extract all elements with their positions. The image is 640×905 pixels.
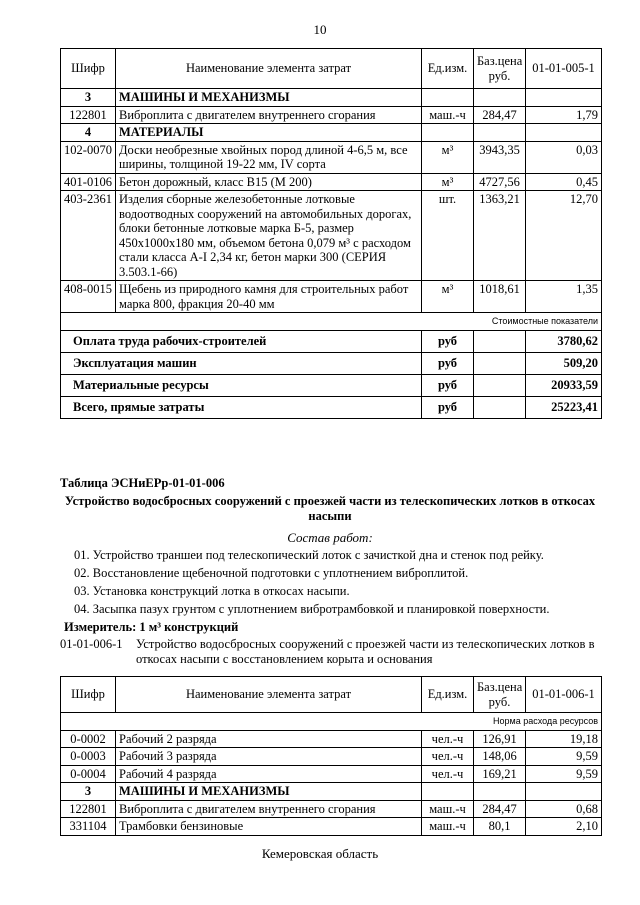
row-price: 284,47 [474, 106, 526, 124]
row-price: 169,21 [474, 765, 526, 783]
footer-region: Кемеровская область [261, 846, 379, 861]
work-step: 02. Восстановление щебеночной подготовки с уплотнением виброплитой. [74, 566, 469, 580]
total-unit: руб [422, 374, 474, 396]
total-label: Оплата труда рабочих-строителей [61, 330, 422, 352]
cost-caption: Стоимостные показатели [61, 313, 602, 331]
header-unit: Ед.изм. [422, 677, 474, 713]
row-price: 284,47 [474, 800, 526, 818]
row-value: 19,18 [526, 730, 602, 748]
row-code: 102-0070 [61, 141, 116, 173]
measure-unit: Измеритель: 1 м³ конструкций [64, 620, 239, 634]
page-number: 10 [313, 22, 327, 37]
row-price: 126,91 [474, 730, 526, 748]
row-value: 1,79 [526, 106, 602, 124]
table-row [61, 818, 602, 836]
row-price: 3943,35 [474, 141, 526, 173]
row-unit: шт. [422, 191, 474, 281]
section-number: 4 [61, 124, 116, 142]
table-row [61, 191, 602, 281]
total-unit: руб [422, 330, 474, 352]
section-number: 3 [61, 783, 116, 801]
total-value: 25223,41 [526, 396, 602, 418]
table-row [61, 730, 602, 748]
row-unit: м³ [422, 173, 474, 191]
header-norm: 01-01-006-1 [526, 677, 602, 713]
row-code: 401-0106 [61, 173, 116, 191]
row-unit: маш.-ч [422, 818, 474, 836]
resource-table-1 [60, 48, 602, 419]
work-composition-label: Состав работ: [287, 530, 373, 545]
rate-caption: Норма расхода ресурсов [61, 713, 602, 731]
row-name: Виброплита с двигателем внутреннего сгорания [116, 106, 422, 124]
row-value: 9,59 [526, 765, 602, 783]
table-row [61, 281, 602, 313]
table-header-row [61, 677, 602, 713]
total-label: Эксплуатация машин [61, 352, 422, 374]
row-code: 122801 [61, 800, 116, 818]
total-label: Материальные ресурсы [61, 374, 422, 396]
row-value: 0,03 [526, 141, 602, 173]
row-code: 408-0015 [61, 281, 116, 313]
row-value: 2,10 [526, 818, 602, 836]
table-header-row [61, 49, 602, 89]
norm-code: 01-01-006-1 [60, 637, 123, 651]
row-value: 1,35 [526, 281, 602, 313]
header-code: Шифр [61, 49, 116, 89]
row-unit: чел.-ч [422, 730, 474, 748]
header-price: Баз.цена руб. [474, 49, 526, 89]
table-row [61, 106, 602, 124]
header-unit: Ед.изм. [422, 49, 474, 89]
total-value: 20933,59 [526, 374, 602, 396]
row-price: 4727,56 [474, 173, 526, 191]
row-code: 403-2361 [61, 191, 116, 281]
row-name: Бетон дорожный, класс B15 (M 200) [116, 173, 422, 191]
row-unit: м³ [422, 281, 474, 313]
header-code: Шифр [61, 677, 116, 713]
row-value: 0,45 [526, 173, 602, 191]
table-title: Устройство водосбросных сооружений с проезжей части из телескопических лотков в откосах насыпи [64, 494, 596, 523]
row-code: 0-0004 [61, 765, 116, 783]
caption-row [61, 313, 602, 331]
row-code: 122801 [61, 106, 116, 124]
row-name: Трамбовки бензиновые [116, 818, 422, 836]
row-name: Изделия сборные железобетонные лотковые водоотводных сооружений на автомобильных дорогах, блоки бетонные лотковые марка Б-5, размер 450х1000х180 мм, объемом бетона 0,079 м³ с расходом стали класса A-I 2,34 кг, бетон марки 300 (СЕРИЯ 3.503.1-66) [116, 191, 422, 281]
section-title: МАШИНЫ И МЕХАНИЗМЫ [116, 783, 422, 801]
table-row [61, 141, 602, 173]
row-code: 0-0002 [61, 730, 116, 748]
table-row [61, 800, 602, 818]
resource-table-2 [60, 676, 602, 836]
total-unit: руб [422, 396, 474, 418]
total-row [61, 352, 602, 374]
row-unit: чел.-ч [422, 748, 474, 766]
row-name: Виброплита с двигателем внутреннего сгорания [116, 800, 422, 818]
section-row-materials [61, 124, 602, 142]
total-row [61, 374, 602, 396]
section-title: МАТЕРИАЛЫ [116, 124, 422, 142]
total-value: 3780,62 [526, 330, 602, 352]
row-price: 148,06 [474, 748, 526, 766]
row-price: 1363,21 [474, 191, 526, 281]
row-name: Доски необрезные хвойных пород длиной 4-6,5 м, все ширины, толщиной 19-22 мм, IV сорта [116, 141, 422, 173]
row-code: 331104 [61, 818, 116, 836]
table-row [61, 173, 602, 191]
row-value: 12,70 [526, 191, 602, 281]
section-row-machines [61, 783, 602, 801]
section-title: МАШИНЫ И МЕХАНИЗМЫ [116, 89, 422, 107]
row-name: Рабочий 3 разряда [116, 748, 422, 766]
caption-row [61, 713, 602, 731]
total-label: Всего, прямые затраты [61, 396, 422, 418]
total-unit: руб [422, 352, 474, 374]
row-price: 1018,61 [474, 281, 526, 313]
work-step: 03. Установка конструкций лотка в откосах насыпи. [74, 584, 350, 598]
row-value: 9,59 [526, 748, 602, 766]
norm-description: Устройство водосбросных сооружений с проезжей части из телескопических лотков в откосах насыпи с восстановлением корыта и основания [136, 637, 595, 666]
total-row [61, 330, 602, 352]
total-value: 509,20 [526, 352, 602, 374]
work-step: 01. Устройство траншеи под телескопический лоток с зачисткой дна и стенок под рейку. [74, 548, 544, 562]
row-unit: чел.-ч [422, 765, 474, 783]
total-row [61, 396, 602, 418]
row-name: Рабочий 4 разряда [116, 765, 422, 783]
row-name: Рабочий 2 разряда [116, 730, 422, 748]
section-number: 3 [61, 89, 116, 107]
row-value: 0,68 [526, 800, 602, 818]
row-name: Щебень из природного камня для строительных работ марка 800, фракция 20-40 мм [116, 281, 422, 313]
header-norm: 01-01-005-1 [526, 49, 602, 89]
row-unit: маш.-ч [422, 106, 474, 124]
header-price: Баз.цена руб. [474, 677, 526, 713]
row-unit: м³ [422, 141, 474, 173]
header-name: Наименование элемента затрат [116, 49, 422, 89]
row-price: 80,1 [474, 818, 526, 836]
table-row [61, 748, 602, 766]
row-unit: маш.-ч [422, 800, 474, 818]
work-step: 04. Засыпка пазух грунтом с уплотнением вибротрамбовкой и планировкой поверхности. [74, 602, 550, 616]
table-code-title: Таблица ЭСНиЕРр-01-01-006 [60, 476, 225, 490]
section-row-machines [61, 89, 602, 107]
row-code: 0-0003 [61, 748, 116, 766]
header-name: Наименование элемента затрат [116, 677, 422, 713]
table-row [61, 765, 602, 783]
